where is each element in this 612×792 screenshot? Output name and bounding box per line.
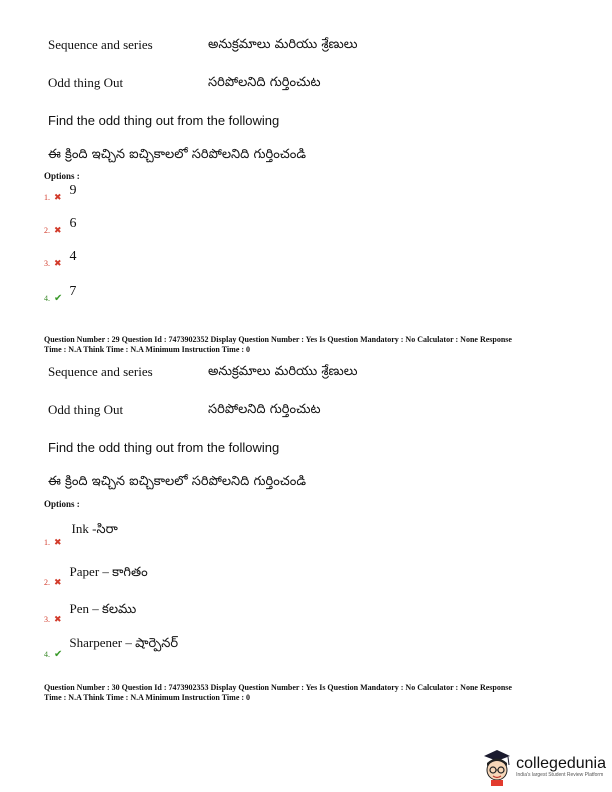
cross-icon: ✖ [54, 192, 62, 202]
topic-label-telugu: అనుక్రమాలు మరియు శ్రేణులు [208, 37, 358, 52]
option-value: 7 [69, 284, 77, 299]
subtopic-label-telugu: సరిపోలనిది గుర్తించుట [208, 402, 321, 417]
mascot-icon [480, 748, 514, 786]
option-3 [44, 249, 77, 271]
check-icon: ✔ [54, 293, 63, 304]
subtopic-label-telugu: సరిపోలనిది గుర్తించుట [208, 75, 321, 90]
question-meta [44, 335, 512, 355]
option-number: 4. [44, 650, 50, 659]
question-text-telugu: ఈ క్రింది ఇచ్చిన ఐచ్చికాలలో సరిపోలనిది గుర్తించండి [48, 474, 306, 489]
options-heading: Options : [44, 499, 80, 509]
question-meta-line: Time : N.A Think Time : N.A Minimum Instruction Time : 0 [44, 693, 251, 702]
subtopic-label: Odd thing Out [48, 75, 124, 90]
check-icon: ✔ [54, 649, 63, 660]
option-2 [44, 563, 148, 587]
question-text: Find the odd thing out from the following [48, 113, 280, 128]
collegedunia-logo[interactable] [480, 747, 606, 787]
option-2 [44, 216, 77, 238]
cross-icon: ✖ [54, 225, 62, 235]
question-text: Find the odd thing out from the following [48, 440, 280, 455]
question-text-telugu: ఈ క్రింది ఇచ్చిన ఐచ్చికాలలో సరిపోలనిది గుర్తించండి [48, 147, 306, 162]
option-number: 1. [44, 538, 50, 547]
cross-icon: ✖ [54, 258, 62, 268]
option-number: 1. [44, 193, 50, 202]
option-number: 2. [44, 226, 50, 235]
logo-tagline: India's largest Student Review Platform [516, 772, 604, 778]
cross-icon: ✖ [54, 614, 62, 624]
option-value: 9 [69, 183, 77, 198]
topic-label: Sequence and series [48, 364, 153, 379]
option-number: 4. [44, 294, 50, 303]
option-value: Sharpener – షార్పెనర్ [69, 635, 179, 650]
question-meta-line: Question Number : 30 Question Id : 7473902353 Display Question Number : Yes Is Question Mandatory : No Calculator : None Response [44, 683, 512, 692]
option-number: 2. [44, 578, 50, 587]
option-1 [44, 520, 118, 547]
option-1 [44, 183, 77, 205]
option-number: 3. [44, 615, 50, 624]
option-value: 4 [69, 249, 77, 264]
cross-icon: ✖ [54, 537, 62, 547]
logo-wordmark: collegedunia [516, 755, 606, 772]
subtopic-label: Odd thing Out [48, 402, 124, 417]
option-3 [44, 600, 137, 624]
option-number: 3. [44, 259, 50, 268]
option-4 [44, 634, 179, 660]
question-meta [44, 683, 512, 703]
option-value: Ink -సిరా [71, 521, 118, 536]
option-4 [44, 284, 77, 306]
option-value: Paper – కాగితం [69, 564, 148, 579]
topic-label-telugu: అనుక్రమాలు మరియు శ్రేణులు [208, 364, 358, 379]
question-meta-line: Question Number : 29 Question Id : 7473902352 Display Question Number : Yes Is Question Mandatory : No Calculator : None Response [44, 335, 512, 344]
question-meta-line: Time : N.A Think Time : N.A Minimum Instruction Time : 0 [44, 345, 251, 354]
option-value: Pen – కలము [69, 601, 137, 616]
options-heading: Options : [44, 171, 80, 181]
topic-label: Sequence and series [48, 37, 153, 52]
option-value: 6 [69, 216, 77, 231]
cross-icon: ✖ [54, 577, 62, 587]
